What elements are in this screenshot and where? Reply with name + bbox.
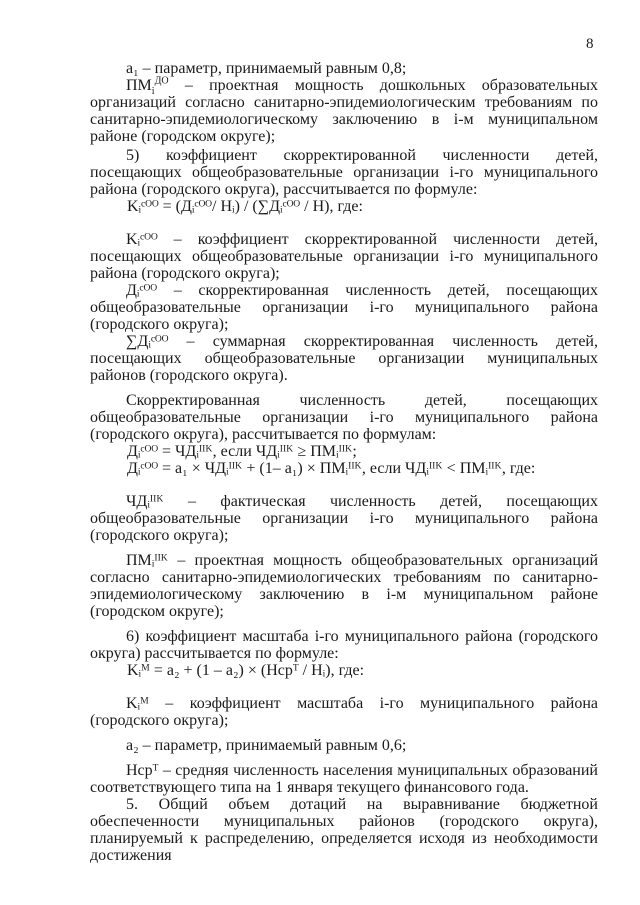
page-number: 8: [586, 36, 594, 52]
paragraph-text: – проектная мощность дошкольных образовательных организаций согласно санитарно-эпидемиологическим требованиям по санитарно-эпидемиологическому заключению в i-м муниципальном районе (городском округе);: [90, 77, 598, 145]
formula-k-m: Kᵢᴹ = a₂ + (1 – a₂) × (Hcpᵀ / Hᵢ), где:: [127, 662, 365, 679]
symbol-sub: i: [151, 86, 155, 98]
paragraph: Скорректированная численность детей, посещающих общеобразовательные организации i-го муниципального района (городского округа), рассчитывается по формулам:: [90, 392, 598, 443]
formula-d-coo-2: Дᵢᶜᴼᴼ = a₁ × ЧДᵢᴵᴵᴷ + (1– a₁) × ПМᵢᴵᴵᴷ, если ЧДᵢᴵᴵᴷ < ПМᵢᴵᴵᴷ, где:: [127, 460, 536, 477]
paragraph: 6) коэффициент масштаба i-го муниципального района (городского округа) рассчитывается по формуле:: [90, 628, 598, 662]
paragraph: 5) коэффициент скорректированной численности детей, посещающих общеобразовательные организации i-го муниципального района (городского округа), рассчитывается по формуле:: [90, 147, 598, 198]
paragraph: ЧДᵢᴵᴵᴷ – фактическая численность детей, посещающих общеобразовательные организации i-го муниципального района (городского округа);: [90, 493, 598, 544]
paragraph: Hcpᵀ – средняя численность населения муниципальных образований соответствующего типа на 1 января текущего финансового года.: [90, 762, 598, 796]
document-body: [90, 60, 598, 864]
formula-d-coo-1: Дᵢᶜᴼᴼ = ЧДᵢᴵᴵᴷ, если ЧДᵢᴵᴵᴷ ≥ ПМᵢᴵᴵᴷ;: [127, 443, 357, 460]
paragraph: Kᵢᴹ – коэффициент масштаба i-го муниципального района (городского округа);: [90, 695, 598, 729]
symbol-sup: ДО: [154, 75, 169, 87]
symbol-pm: ПМ: [126, 77, 152, 94]
paragraph: ПМᵢᴵᴵᴷ – проектная мощность общеобразовательных организаций согласно санитарно-эпидемиологических требованиям по санитарно-эпидемиологическому заключению в i-м муниципальном районе (городском округе);: [90, 552, 598, 620]
paragraph: a₂ – параметр, принимаемый равным 0,6;: [126, 737, 407, 754]
paragraph: a₁ – параметр, принимаемый равным 0,8;: [126, 60, 407, 77]
paragraph: Дᵢᶜᴼᴼ – скорректированная численность детей, посещающих общеобразовательные организации i-го муниципального района (городского округа);: [90, 282, 598, 333]
paragraph: 5. Общий объем дотаций на выравнивание бюджетной обеспеченности муниципальных районов (городского округа), планируемый к распределению, определяется исходя из необходимости достижения: [90, 796, 598, 864]
formula-k-coo: Kᵢᶜᴼᴼ = (Дᵢᶜᴼᴼ/ Hᵢ) / (∑Дᵢᶜᴼᴼ / H), где:: [127, 198, 363, 215]
paragraph: ∑Дᵢᶜᴼᴼ – суммарная скорректированная численность детей, посещающих общеобразовательные организации муниципальных районов (городского округа).: [90, 333, 598, 384]
paragraph: Kᵢᶜᴼᴼ – коэффициент скорректированной численности детей, посещающих общеобразовательные организации i-го муниципального района (городского округа);: [90, 231, 598, 282]
paragraph-pm-do: [90, 77, 598, 145]
